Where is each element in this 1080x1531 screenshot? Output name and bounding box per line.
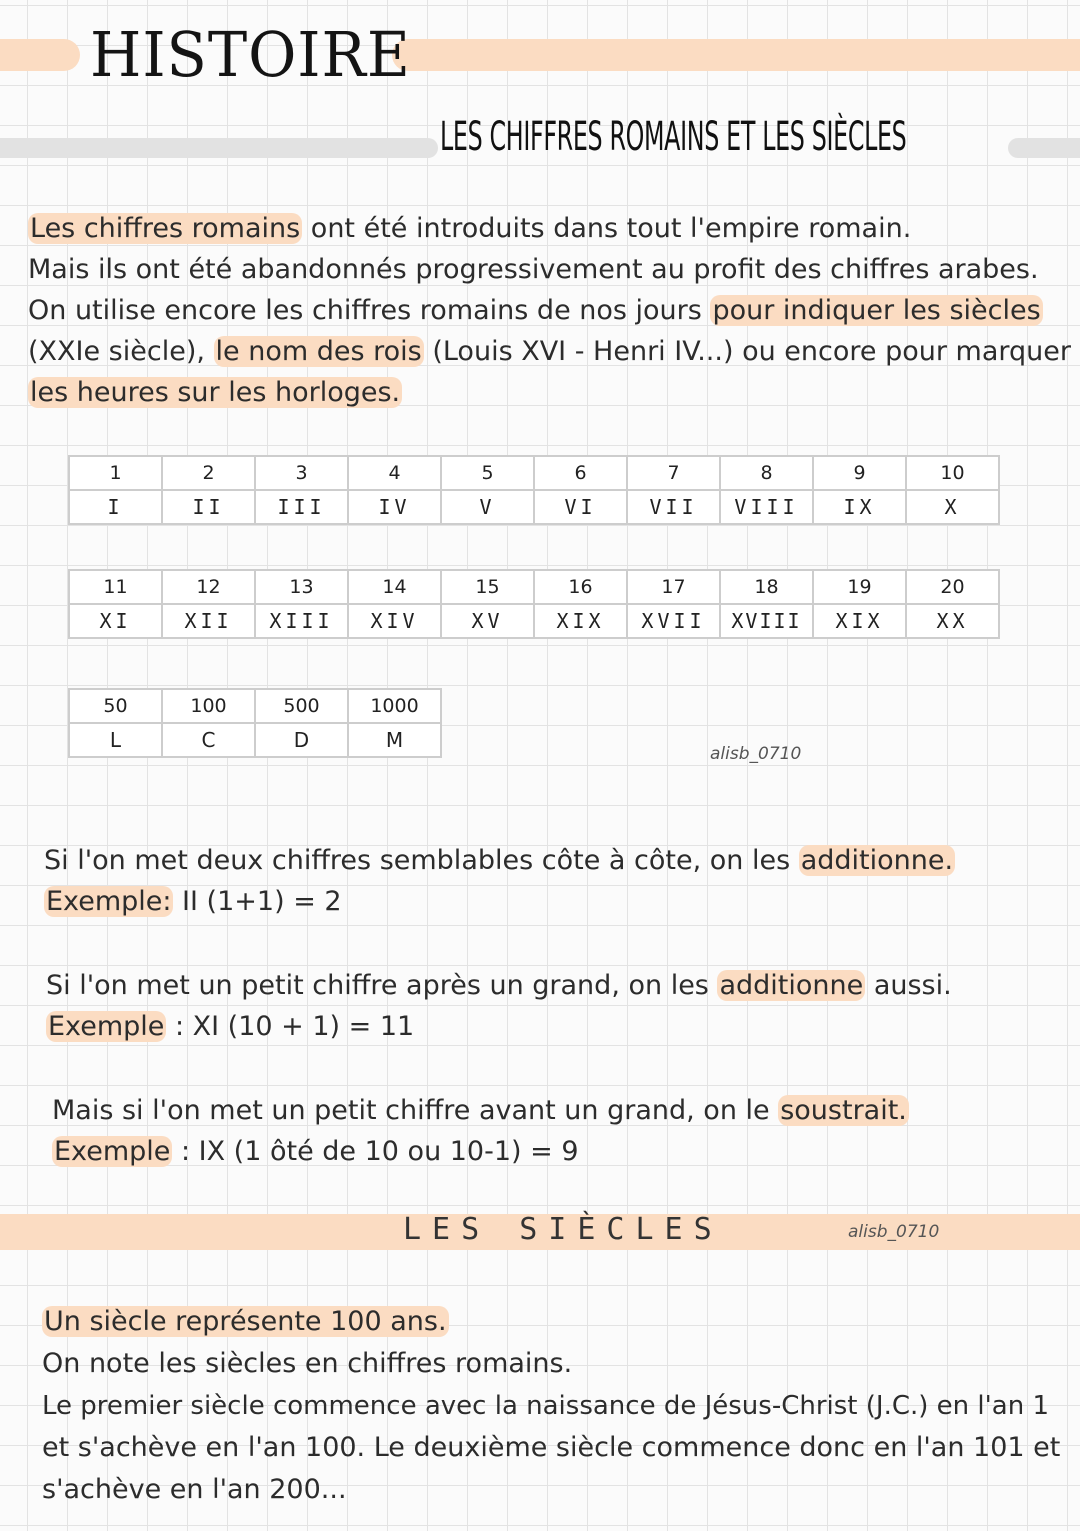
intro-highlight: pour indiquer les siècles [712,295,1041,326]
table-cell-roman: IV [348,490,441,524]
rule-highlight: additionne. [800,845,954,876]
table-cell-roman: XX [906,604,999,638]
table-cell-number: 9 [813,456,906,490]
table-cell-roman: XI [69,604,162,638]
rule-subtraction [52,1090,909,1172]
century-text: Le premier siècle commence avec la naissance de Jésus-Christ (J.C.) en l'an 1 [42,1391,1049,1421]
rule-highlight: additionne [719,970,864,1001]
rule-text: aussi. [865,970,952,1001]
table-cell-number: 4 [348,456,441,490]
table-cell-roman: XVIII [720,604,813,638]
rule-text: Si l'on met un petit chiffre après un grand, on les [46,970,718,1001]
table-cell-number: 15 [441,570,534,604]
table-cell-number: 11 [69,570,162,604]
intro-highlight: les heures sur les horloges. [30,377,401,408]
table-cell-roman: C [162,723,255,757]
century-highlight: Un siècle représente 100 ans. [44,1306,447,1337]
header-band-left [0,39,80,71]
table-cell-number: 1000 [348,689,441,723]
rule-text: Si l'on met deux chiffres semblables côte à côte, on les [44,845,799,876]
table-cell-number: 3 [255,456,348,490]
table-cell-number: 100 [162,689,255,723]
intro-text: Mais ils ont été abandonnés progressivement au profit des chiffres arabes. [28,254,1039,285]
section-title: LES SIÈCLES [403,1212,723,1247]
intro-paragraph [28,208,1071,413]
rule-text: Mais si l'on met un petit chiffre avant un grand, on le [52,1095,779,1126]
table-cell-roman: XIV [348,604,441,638]
table-cell-roman: M [348,723,441,757]
table-cell-roman: XII [162,604,255,638]
table-cell-number: 5 [441,456,534,490]
page-subtitle: LES CHIFFRES ROMAINS ET LES SIÈCLES [440,114,907,160]
example-value: : IX (1 ôté de 10 ou 10-1) = 9 [172,1136,579,1167]
table-cell-roman: X [906,490,999,524]
author-signature: alisb_0710 [710,744,802,764]
table-cell-roman: IX [813,490,906,524]
table-cell-roman: XV [441,604,534,638]
table-cell-number: 20 [906,570,999,604]
table-cell-number: 13 [255,570,348,604]
table-cell-number: 19 [813,570,906,604]
table-cell-roman: XIII [255,604,348,638]
table-cell-roman: II [162,490,255,524]
century-text: On note les siècles en chiffres romains. [42,1348,573,1379]
table-cell-number: 18 [720,570,813,604]
subtitle-band-left [0,138,438,158]
example-value: II (1+1) = 2 [173,886,342,917]
table-cell-number: 50 [69,689,162,723]
roman-table-large [68,688,442,758]
intro-highlight: Les chiffres romains [30,213,301,244]
rule-highlight: soustrait. [780,1095,907,1126]
table-cell-roman: D [255,723,348,757]
subtitle-band-right [1008,138,1080,158]
example-label: Exemple [48,1011,165,1042]
table-cell-number: 6 [534,456,627,490]
intro-text: On utilise encore les chiffres romains de nos jours [28,295,711,326]
intro-text: (Louis XVI - Henri IV...) ou encore pour marquer [423,336,1071,367]
table-cell-roman: I [69,490,162,524]
table-cell-roman: VI [534,490,627,524]
intro-highlight: le nom des rois [215,336,422,367]
intro-text: ont été introduits dans tout l'empire romain. [302,213,912,244]
table-cell-number: 7 [627,456,720,490]
table-cell-roman: VIII [720,490,813,524]
page-title: HISTOIRE [90,18,411,91]
century-text: s'achève en l'an 200... [42,1474,347,1505]
rule-addition-same [44,840,955,922]
header-band-right [392,39,1080,71]
intro-text: (XXIe siècle), [28,336,214,367]
table-cell-number: 2 [162,456,255,490]
table-cell-number: 16 [534,570,627,604]
rule-addition-after [46,965,952,1047]
table-cell-roman: VII [627,490,720,524]
table-cell-number: 500 [255,689,348,723]
table-cell-number: 8 [720,456,813,490]
table-cell-number: 1 [69,456,162,490]
table-cell-number: 17 [627,570,720,604]
example-value: : XI (10 + 1) = 11 [166,1011,415,1042]
example-label: Exemple: [46,886,172,917]
roman-table-11-20 [68,569,1000,639]
author-signature: alisb_0710 [848,1222,940,1242]
table-cell-roman: III [255,490,348,524]
example-label: Exemple [54,1136,171,1167]
table-cell-roman: XIX [534,604,627,638]
table-cell-roman: L [69,723,162,757]
century-text: et s'achève en l'an 100. Le deuxième siècle commence donc en l'an 101 et [42,1432,1061,1463]
table-cell-number: 12 [162,570,255,604]
table-cell-number: 10 [906,456,999,490]
table-cell-roman: XVII [627,604,720,638]
table-cell-roman: XIX [813,604,906,638]
table-cell-number: 14 [348,570,441,604]
roman-table-1-10 [68,455,1000,525]
table-cell-roman: V [441,490,534,524]
century-paragraph [42,1301,1062,1511]
